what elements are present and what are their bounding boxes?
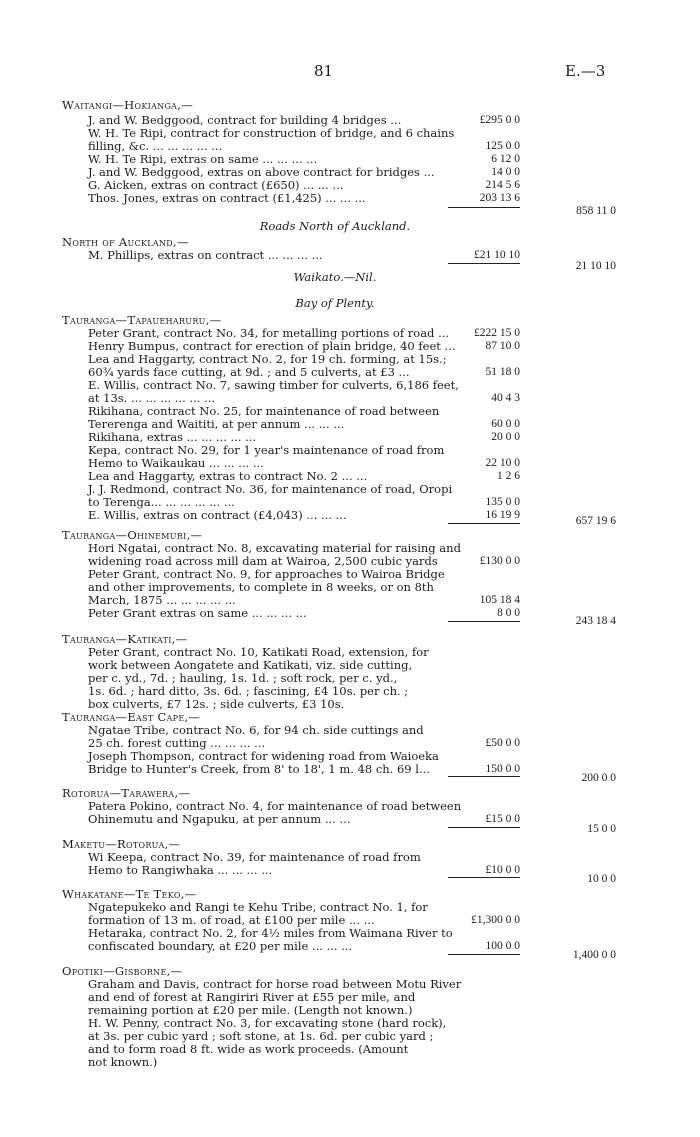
item-description: not known.): [88, 1055, 158, 1069]
item-description: W. H. Te Ripi, extras on same ... ... ... ...: [88, 152, 318, 166]
item-description: box culverts, £7 12s. ; side culverts, £3 10s.: [88, 697, 345, 711]
item-amount: 51 18 0: [485, 366, 520, 378]
item-description: Ohinemutu and Ngapuku, at per annum ... ...: [88, 812, 351, 826]
subheading: Roads North of Auckland.: [259, 219, 411, 233]
section-total: 15 0 0: [587, 823, 616, 835]
item-amount: 40 4 3: [491, 392, 520, 404]
item-amount: 20 0 0: [491, 431, 520, 443]
item-description: to Terenga... ... ... ... ... ...: [88, 495, 235, 509]
item-amount: 6 12 0: [491, 153, 520, 165]
item-amount: £222 15 0: [474, 327, 520, 339]
item-description: Hori Ngatai, contract No. 8, excavating material for raising and: [88, 541, 461, 555]
item-description: Wi Keepa, contract No. 39, for maintenance of road from: [88, 850, 421, 864]
item-description: J. and W. Bedggood, contract for building 4 bridges ...: [88, 113, 402, 127]
subtotal-rule: [448, 621, 520, 622]
subtotal-rule: [448, 827, 520, 828]
item-description: Peter Grant, contract No. 34, for metalling portions of road ...: [88, 326, 450, 340]
section-total: 10 0 0: [587, 873, 616, 885]
subheading: Bay of Plenty.: [295, 296, 375, 310]
item-description: H. W. Penny, contract No. 3, for excavating stone (hard rock),: [88, 1016, 447, 1030]
item-amount: 22 10 0: [485, 457, 520, 469]
item-amount: £295 0 0: [479, 114, 520, 126]
item-description: remaining portion at £20 per mile. (Length not known.): [88, 1003, 413, 1017]
section-total: 21 10 10: [575, 260, 616, 272]
subtotal-rule: [448, 263, 520, 264]
item-amount: £15 0 0: [485, 813, 520, 825]
item-description: filling, &c. ... ... ... ... ...: [88, 139, 223, 153]
document-code: E.—3: [565, 62, 606, 80]
item-description: Lea and Haggarty, extras to contract No. 2 ... ...: [88, 469, 368, 483]
page-number: 81: [314, 62, 334, 80]
item-description: 60¾ yards face cutting, at 9d. ; and 5 culverts, at £3 ...: [88, 365, 410, 379]
item-amount: 100 0 0: [485, 940, 520, 952]
item-description: and other improvements, to complete in 8 weeks, or on 8th: [88, 580, 434, 594]
item-amount: 203 13 6: [479, 192, 520, 204]
item-amount: £130 0 0: [479, 555, 520, 567]
section-total: 858 11 0: [576, 205, 616, 217]
item-description: Joseph Thompson, contract for widening road from Waioeka: [88, 749, 439, 763]
item-description: Rikihana, extras ... ... ... ... ...: [88, 430, 257, 444]
section-heading: North of Auckland,—: [62, 235, 189, 249]
item-description: J. J. Redmond, contract No. 36, for maintenance of road, Oropi: [88, 482, 453, 496]
item-description: Peter Grant, contract No. 10, Katikati Road, extension, for: [88, 645, 429, 659]
item-description: W. H. Te Ripi, contract for construction of bridge, and 6 chains: [88, 126, 455, 140]
item-amount: 125 0 0: [485, 140, 520, 152]
item-description: E. Willis, extras on contract (£4,043) ... ... ...: [88, 508, 347, 522]
item-description: and end of forest at Rangiriri River at £55 per mile, and: [88, 990, 416, 1004]
section-heading: Tauranga—Ohinemuri,—: [62, 528, 203, 542]
item-amount: 16 19 9: [485, 509, 520, 521]
item-description: Patera Pokino, contract No. 4, for maintenance of road between: [88, 799, 462, 813]
section-heading: Rotorua—Tarawera,—: [62, 786, 191, 800]
section-heading: Tauranga—Tapaueharuru,—: [62, 313, 222, 327]
subtotal-rule: [448, 207, 520, 208]
section-heading: Whakatane—Te Teko,—: [62, 887, 197, 901]
item-description: work between Aongatete and Katikati, viz. side cutting,: [88, 658, 413, 672]
item-amount: 60 0 0: [491, 418, 520, 430]
item-amount: £21 10 10: [474, 249, 520, 261]
item-description: Tererenga and Waititi, at per annum ... ... ...: [88, 417, 345, 431]
item-description: Henry Bumpus, contract for erection of plain bridge, 40 feet ...: [88, 339, 456, 353]
item-description: Hemo to Waikaukau ... ... ... ...: [88, 456, 264, 470]
item-amount: £10 0 0: [485, 864, 520, 876]
item-description: March, 1875 ... ... ... ... ...: [88, 593, 236, 607]
item-amount: £1,300 0 0: [471, 914, 520, 926]
item-amount: £50 0 0: [485, 737, 520, 749]
item-description: J. and W. Bedggood, extras on above contract for bridges ...: [88, 165, 435, 179]
item-amount: 150 0 0: [485, 763, 520, 775]
section-heading: Maketu—Rotorua,—: [62, 837, 181, 851]
item-description: G. Aicken, extras on contract (£650) ... ... ...: [88, 178, 344, 192]
section-total: 657 19 6: [575, 515, 616, 527]
item-description: Hetaraka, contract No. 2, for 4½ miles from Waimana River to: [88, 926, 453, 940]
subheading: Waikato.—Nil.: [293, 270, 377, 284]
item-description: formation of 13 m. of road, at £100 per mile ... ...: [88, 913, 375, 927]
item-description: widening road across mill dam at Wairoa, 2,500 cubic yards: [88, 554, 438, 568]
item-description: E. Willis, contract No. 7, sawing timber for culverts, 6,186 feet,: [88, 378, 459, 392]
item-description: Hemo to Rangiwhaka ... ... ... ...: [88, 863, 273, 877]
section-total: 1,400 0 0: [572, 949, 616, 961]
section-heading: Waitangi—Hokianga,—: [62, 98, 194, 112]
item-amount: 105 18 4: [479, 594, 520, 606]
item-description: at 13s. ... ... ... ... ... ...: [88, 391, 216, 405]
subtotal-rule: [448, 523, 520, 524]
item-amount: 1 2 6: [497, 470, 520, 482]
section-total: 200 0 0: [581, 772, 616, 784]
item-description: Ngatae Tribe, contract No. 6, for 94 ch. side cuttings and: [88, 723, 424, 737]
item-description: Peter Grant, contract No. 9, for approaches to Wairoa Bridge: [88, 567, 445, 581]
item-description: Lea and Haggarty, contract No. 2, for 19 ch. forming, at 15s.;: [88, 352, 447, 366]
item-amount: 8 0 0: [497, 607, 520, 619]
item-description: Peter Grant extras on same ... ... ... ...: [88, 606, 307, 620]
item-description: M. Phillips, extras on contract ... ... ... ...: [88, 248, 323, 262]
item-amount: 14 0 0: [491, 166, 520, 178]
item-description: Rikihana, contract No. 25, for maintenance of road between: [88, 404, 440, 418]
section-total: 243 18 4: [575, 615, 616, 627]
item-description: per c. yd., 7d. ; hauling, 1s. 1d. ; soft rock, per c. yd.,: [88, 671, 398, 685]
item-amount: 135 0 0: [485, 496, 520, 508]
item-description: Graham and Davis, contract for horse road between Motu River: [88, 977, 462, 991]
section-heading: Opotiki—Gisborne,—: [62, 964, 183, 978]
subtotal-rule: [448, 877, 520, 878]
item-amount: 214 5 6: [485, 179, 520, 191]
subtotal-rule: [448, 776, 520, 777]
item-amount: 87 10 0: [485, 340, 520, 352]
item-description: Thos. Jones, extras on contract (£1,425) ... ... ...: [88, 191, 366, 205]
item-description: Bridge to Hunter's Creek, from 8' to 18', 1 m. 48 ch. 69 l...: [88, 762, 430, 776]
item-description: 1s. 6d. ; hard ditto, 3s. 6d. ; fascining, £4 10s. per ch. ;: [88, 684, 409, 698]
item-description: confiscated boundary, at £20 per mile ... ... ...: [88, 939, 353, 953]
item-description: Ngatepukeko and Rangi te Kehu Tribe, contract No. 1, for: [88, 900, 428, 914]
section-heading: Tauranga—Katikati,—: [62, 632, 188, 646]
section-heading: Tauranga—East Cape,—: [62, 710, 201, 724]
item-description: at 3s. per cubic yard ; soft stone, at 1s. 6d. per cubic yard ;: [88, 1029, 434, 1043]
item-description: and to form road 8 ft. wide as work proceeds. (Amount: [88, 1042, 409, 1056]
item-description: Kepa, contract No. 29, for 1 year's maintenance of road from: [88, 443, 445, 457]
item-description: 25 ch. forest cutting ... ... ... ...: [88, 736, 266, 750]
subtotal-rule: [448, 954, 520, 955]
